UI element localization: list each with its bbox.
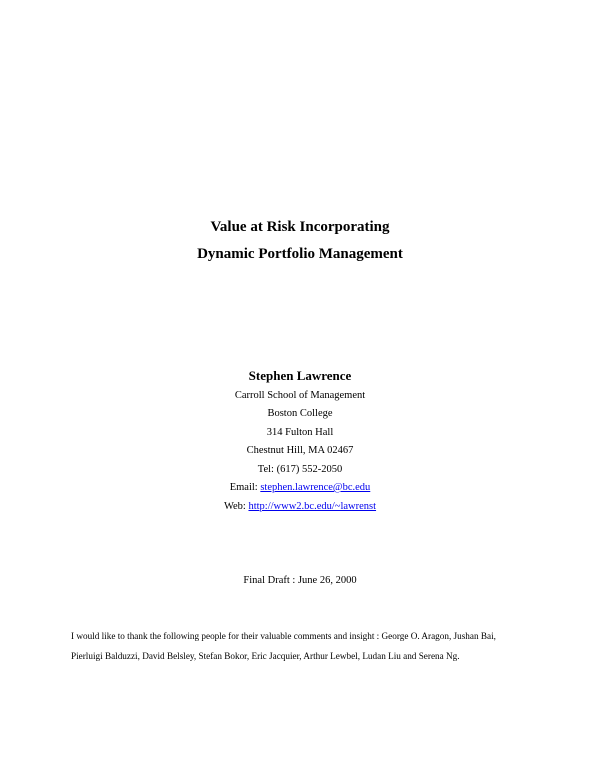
author-email-line [0, 482, 600, 493]
author-college: Boston College [267, 408, 333, 419]
acknowledgement-paragraph [71, 626, 541, 666]
author-telephone: Tel: (617) 552-2050 [257, 464, 343, 475]
author-web-line [0, 501, 600, 512]
paper-title-line-1: Value at Risk Incorporating [210, 219, 390, 235]
email-link[interactable]: stephen.lawrence@bc.edu [260, 482, 371, 493]
author-name: Stephen Lawrence [248, 368, 352, 383]
email-label: Email: [229, 482, 261, 493]
web-label: Web: [223, 501, 249, 512]
paper-title-line-2: Dynamic Portfolio Management [197, 246, 403, 262]
author-city: Chestnut Hill, MA 02467 [246, 445, 354, 456]
author-office: 314 Fulton Hall [266, 427, 334, 438]
acknowledgement-line-2: Pierluigi Balduzzi, David Belsley, Stefan Bokor, Eric Jacquier, Arthur Lewbel, Ludan Liu and Serena Ng. [71, 651, 460, 661]
web-link[interactable]: http://www2.bc.edu/~lawrenst [248, 501, 377, 512]
final-draft-date: Final Draft : June 26, 2000 [243, 575, 357, 586]
author-school: Carroll School of Management [234, 390, 366, 401]
acknowledgement-line-1: I would like to thank the following people for their valuable comments and insight : George O. Aragon, Jushan Bai, [71, 631, 496, 641]
